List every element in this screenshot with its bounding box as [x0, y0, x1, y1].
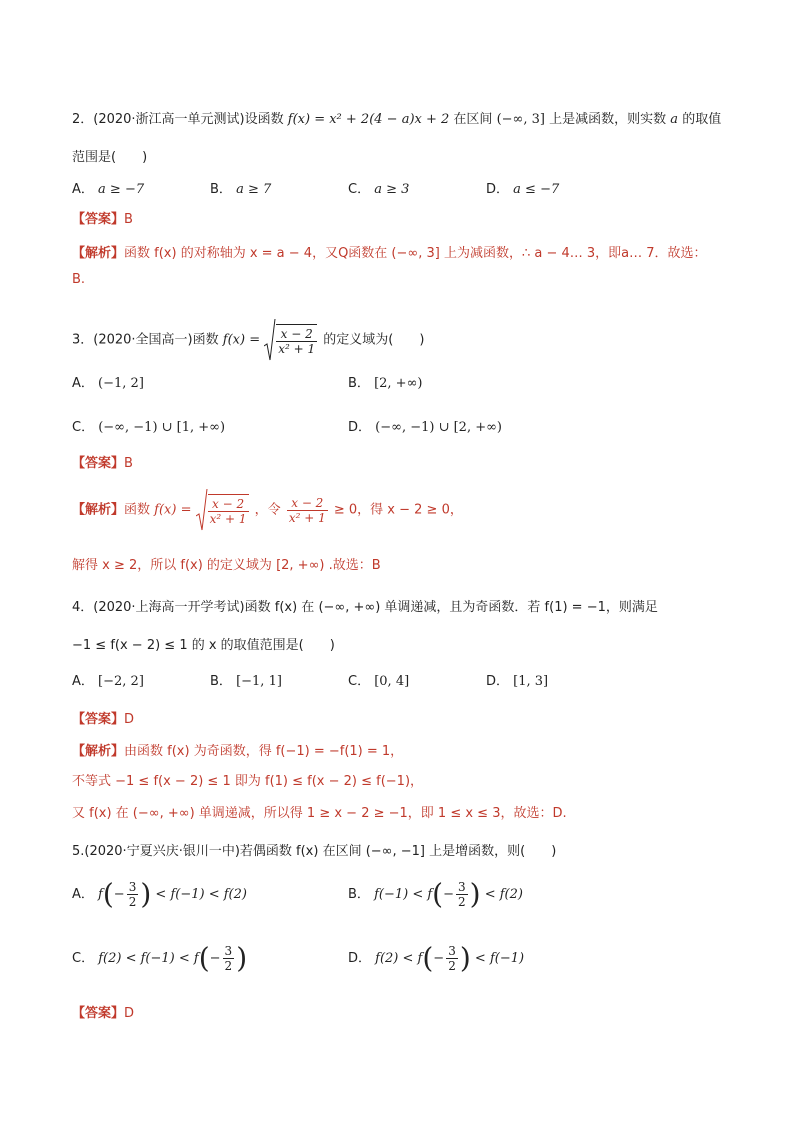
answer-value: D: [124, 1006, 135, 1021]
q2-option-a[interactable]: A． a ≥ −7: [72, 182, 145, 197]
q4-option-b[interactable]: B． [−1, 1]: [210, 674, 282, 689]
q5-option-b[interactable]: B． f(−1) < f(− $\frac{3}{2}$ ) < f(2): [348, 877, 523, 911]
q4-analysis-line2: 不等式 −1 ≤ f(x − 2) ≤ 1 即为 f(1) ≤ f(x − 2) ≤ f(−1)，: [72, 774, 424, 789]
q5-answer: [72, 1002, 134, 1021]
sqrt-sign-icon: [196, 488, 208, 532]
q2-stem-suffix: 上是减函数，则实数: [549, 112, 667, 127]
q3-analysis-frac: $\frac{x - 2}{\text{x² + 1}}$: [288, 495, 326, 525]
q5-option-d[interactable]: D． f(2) < f(− $\frac{3}{2}$ ) < f(−1): [348, 941, 525, 975]
q3-sqrt: [264, 318, 319, 362]
q2-analysis-line1: [72, 242, 707, 261]
q5-option-a[interactable]: A． f(− $\frac{3}{2}$ ) < f(−1) < f(2): [72, 877, 247, 911]
q4-stem-line2: −1 ≤ f(x − 2) ≤ 1 的 x 的取值范围是( ): [72, 638, 335, 653]
q3-stem: [72, 318, 424, 362]
q3-analysis-f: f(x) =: [154, 502, 192, 518]
answer-value: B: [124, 456, 133, 471]
q5-option-c[interactable]: C． f(2) < f(−1) < f(− $\frac{3}{2}$ ): [72, 941, 248, 975]
q3-answer: [72, 452, 133, 471]
q3-analysis-c: ≥ 0，得 x − 2 ≥ 0，: [333, 502, 463, 518]
q3-sqrt-num: x − 2: [276, 327, 317, 342]
q3-analysis-sqrt-den: x² + 1: [209, 512, 247, 526]
q3-sqrt-den: x² + 1: [278, 342, 316, 356]
q3-analysis-b: ，令: [254, 502, 281, 518]
q2-answer: [72, 208, 133, 227]
q4-option-c[interactable]: C． [0, 4]: [348, 674, 410, 689]
q4-analysis-text1: 由函数 f(x) 为奇函数，得 f(−1) = −f(1) = 1，: [124, 744, 404, 759]
q2-stem-func: f(x) = x² + 2(4 − a)x + 2: [287, 112, 450, 127]
analysis-tag: 【解析】: [72, 502, 125, 518]
q2-stem-var: a: [670, 112, 679, 127]
q3-analysis-line1: [72, 488, 463, 532]
q4-option-d[interactable]: D． [1, 3]: [486, 674, 549, 689]
q2-stem-line2: 范围是( ): [72, 150, 148, 165]
q4-stem-line1: 4．(2020·上海高一开学考试)函数 f(x) 在 (−∞, +∞) 单调递减，且为奇函数．若 f(1) = −1，则满足: [72, 600, 658, 615]
q5-stem: 5.(2020·宁夏兴庆·银川一中)若偶函数 f(x) 在区间 (−∞, −1] 上是增函数，则( ): [72, 844, 557, 859]
q2-stem-prefix: 2．(2020·浙江高一单元测试)设函数: [72, 112, 284, 127]
q3-analysis-a: 函数: [124, 502, 151, 518]
answer-tag: 【答案】: [72, 1006, 125, 1021]
q3-option-b[interactable]: B． [2, +∞): [348, 376, 423, 391]
q4-option-a[interactable]: A． [−2, 2]: [72, 674, 144, 689]
q4-analysis-line3: 又 f(x) 在 (−∞, +∞) 单调递减，所以得 1 ≥ x − 2 ≥ −1，即 1 ≤ x ≤ 3，故选：D.: [72, 806, 567, 821]
q3-stem-f: f(x) =: [222, 332, 261, 348]
answer-tag: 【答案】: [72, 712, 125, 727]
answer-value: D: [124, 712, 135, 727]
q3-analysis-sqrt-num: x − 2: [208, 497, 249, 512]
q3-option-c[interactable]: C． (−∞, −1) ∪ [1, +∞): [72, 420, 226, 435]
q4-analysis-line1: [72, 740, 403, 759]
q3-stem-prefix: 3．(2020·全国高一)函数: [72, 332, 219, 348]
q3-analysis-sqrt: [196, 488, 251, 532]
answer-tag: 【答案】: [72, 456, 125, 471]
q2-stem-line1: [72, 108, 721, 127]
q3-option-d[interactable]: D． (−∞, −1) ∪ [2, +∞): [348, 420, 503, 435]
q2-option-d[interactable]: D． a ≤ −7: [486, 182, 560, 197]
q2-option-b[interactable]: B． a ≥ 7: [210, 182, 272, 197]
answer-value: B: [124, 212, 133, 227]
sqrt-sign-icon: [264, 318, 276, 362]
q3-analysis-line2: 解得 x ≥ 2，所以 f(x) 的定义域为 [2, +∞) .故选：B: [72, 558, 381, 573]
answer-tag: 【答案】: [72, 212, 125, 227]
q2-option-c[interactable]: C． a ≥ 3: [348, 182, 410, 197]
q2-analysis-text: 函数 f(x) 的对称轴为 x = a − 4，又Q函数在 (−∞, 3] 上为减函数，∴ a − 4… 3，即a… 7．故选：: [124, 246, 707, 261]
q3-option-a[interactable]: A． (−1, 2]: [72, 376, 144, 391]
q2-analysis-line2: B.: [72, 272, 86, 287]
q2-stem-end: 的取值: [682, 112, 722, 127]
q2-stem-mid: 在区间: [453, 112, 493, 127]
analysis-tag: 【解析】: [72, 744, 125, 759]
q4-answer: [72, 708, 134, 727]
q2-stem-interval: (−∞, 3]: [496, 112, 545, 127]
q3-stem-suffix: 的定义域为( ): [323, 332, 425, 348]
analysis-tag: 【解析】: [72, 246, 125, 261]
